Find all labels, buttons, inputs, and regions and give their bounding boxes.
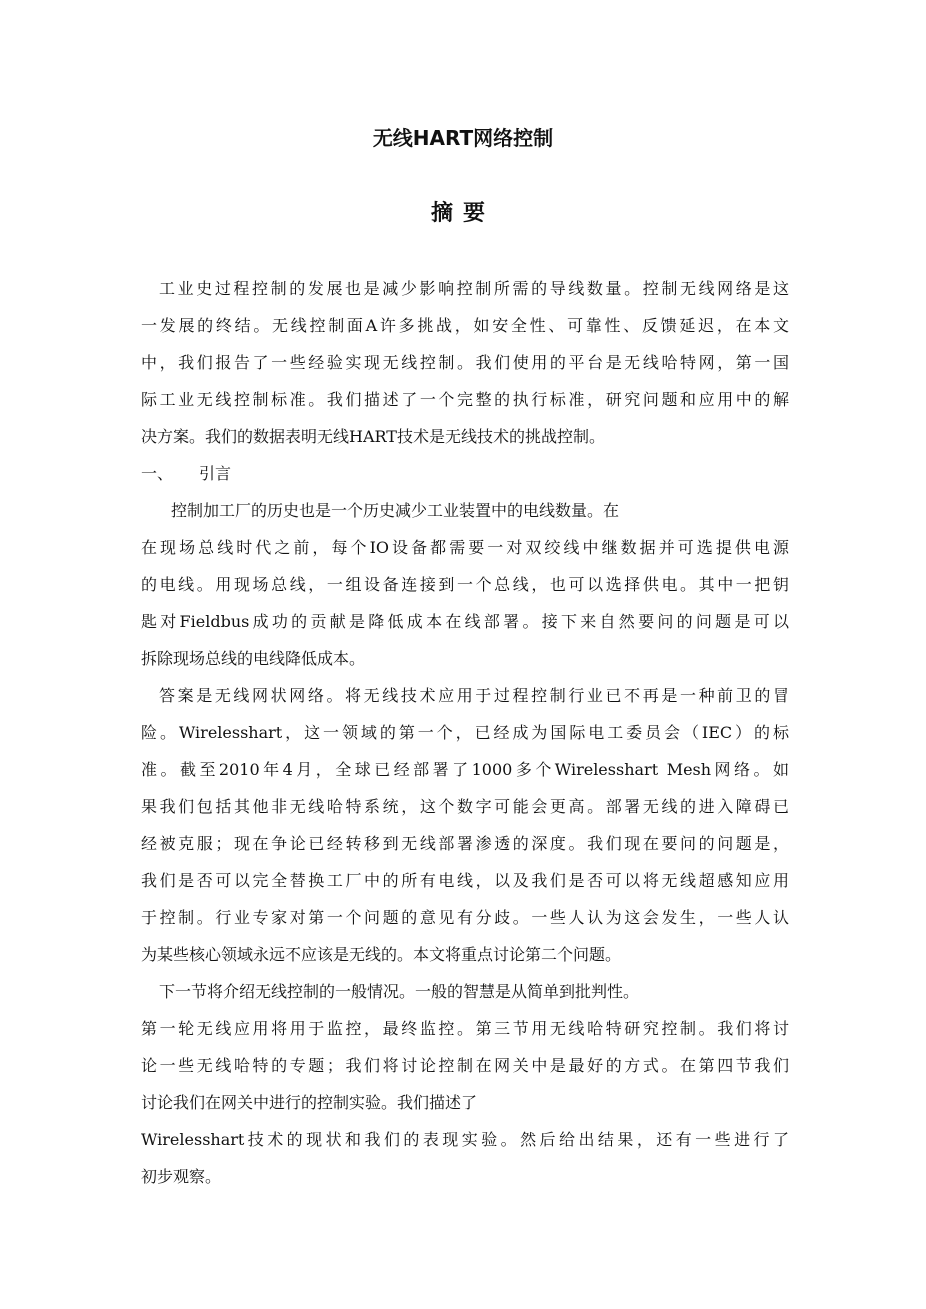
paragraph-line: 匙对Fieldbus成功的贡献是降低成本在线部署。接下来自然要问的问题是可以 [141,612,789,631]
section-title: 引言 [199,464,232,483]
section-heading [141,455,789,492]
paragraph-line: 的电线。用现场总线，一组设备连接到一个总线，也可以选择供电。其中一把钥 [141,575,789,594]
paragraph-line: 工业史过程控制的发展也是减少影响控制所需的导线数量。控制无线网络是这 [159,279,789,298]
paragraph-line: 答案是无线网状网络。将无线技术应用于过程控制行业已不再是一种前卫的冒 [159,686,789,705]
paragraph-line: 险。Wirelesshart，这一领域的第一个，已经成为国际电工委员会（IEC）的标 [141,723,789,742]
document-title: 无线HART网络控制 [372,126,554,150]
paragraph-line: 经被克服；现在争论已经转移到无线部署渗透的深度。我们现在要问的问题是， [141,834,789,853]
paragraph-line: 于控制。行业专家对第一个问题的意见有分歧。一些人认为这会发生，一些人认 [141,908,789,927]
paragraph-line: 为某些核心领域永远不应该是无线的。本文将重点讨论第二个问题。 [141,945,622,964]
paragraph-line: 初步观察。 [141,1167,222,1186]
paragraph-line: 下一节将介绍无线控制的一般情况。一般的智慧是从简单到批判性。 [159,982,640,1001]
paragraph-line: 中，我们报告了一些经验实现无线控制。我们使用的平台是无线哈特网，第一国 [141,353,789,372]
paragraph-line: 拆除现场总线的电线降低成本。 [141,649,366,668]
paragraph-line: 一发展的终结。无线控制面A许多挑战，如安全性、可靠性、反馈延迟，在本文 [141,316,789,335]
paragraph-line: 讨论我们在网关中进行的控制实验。我们描述了 [141,1093,478,1112]
paragraph-line: 在现场总线时代之前，每个IO设备都需要一对双绞线中继数据并可选提供电源 [141,538,789,557]
paragraph-line: 控制加工厂的历史也是一个历史减少工业装置中的电线数量。在 [171,501,620,520]
paragraph-line: 决方案。我们的数据表明无线HART技术是无线技术的挑战控制。 [141,427,605,446]
paragraph-line: Wirelesshart技术的现状和我们的表现实验。然后给出结果，还有一些进行了 [141,1130,789,1149]
paragraph-line: 第一轮无线应用将用于监控，最终监控。第三节用无线哈特研究控制。我们将讨 [141,1019,789,1038]
abstract-heading: 摘要 [430,201,495,226]
document-body [141,270,789,1195]
paragraph-line: 果我们包括其他非无线哈特系统，这个数字可能会更高。部署无线的进入障碍已 [141,797,789,816]
paragraph-line: 我们是否可以完全替换工厂中的所有电线，以及我们是否可以将无线超感知应用 [141,871,789,890]
paragraph-line: 准。截至2010年4月，全球已经部署了1000多个Wirelesshart Mesh网络。如 [141,760,789,779]
section-number: 一、 [141,464,174,483]
paragraph-line: 际工业无线控制标准。我们描述了一个完整的执行标准，研究问题和应用中的解 [141,390,789,409]
paragraph-line: 论一些无线哈特的专题；我们将讨论控制在网关中是最好的方式。在第四节我们 [141,1056,789,1075]
